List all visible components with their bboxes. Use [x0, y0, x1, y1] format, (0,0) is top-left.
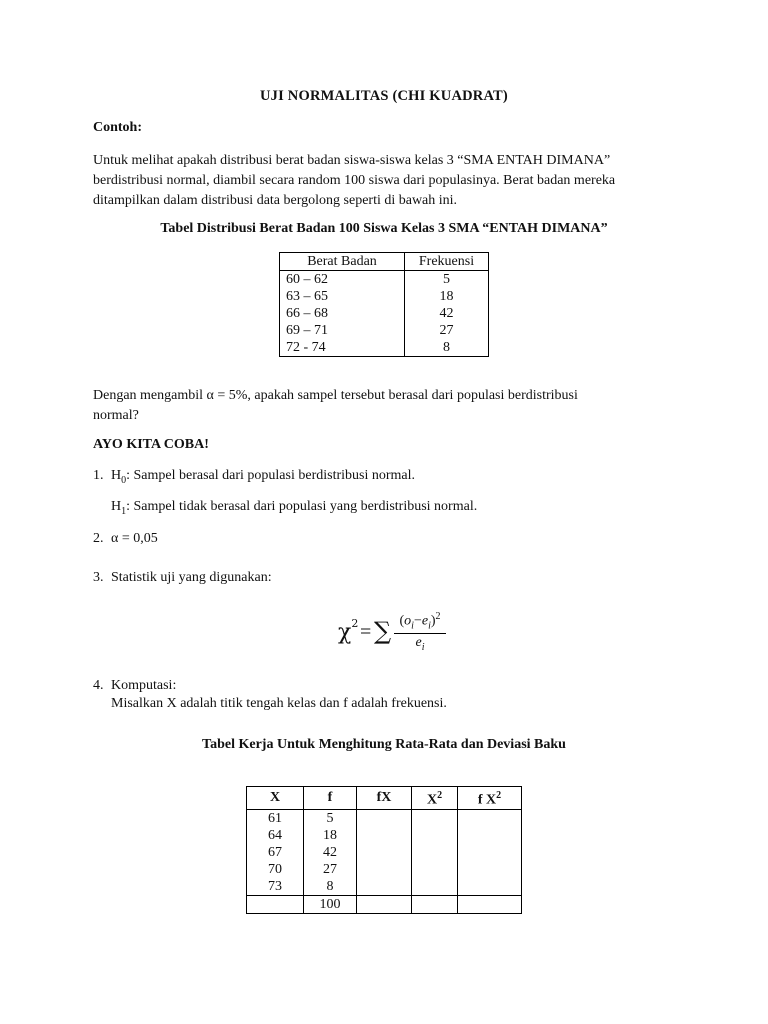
table-row	[280, 288, 489, 305]
table-cell: 18	[405, 288, 489, 305]
contoh-label: Contoh:	[93, 120, 143, 135]
table-cell	[458, 827, 522, 844]
intro-line: berdistribusi normal, diambil secara random 100 siswa dari populasinya. Berat badan mereka	[93, 173, 616, 188]
h0-subscript: 0	[121, 474, 127, 486]
h1-text: : Sampel tidak berasal dari populasi yang berdistribusi normal.	[126, 499, 478, 514]
formula-fraction	[394, 611, 446, 653]
question-paragraph	[93, 386, 683, 426]
table-cell: 42	[405, 305, 489, 322]
weight-distribution-table	[279, 252, 489, 357]
table-cell: 42	[304, 844, 357, 861]
table-row	[247, 809, 522, 827]
table-cell: 8	[304, 878, 357, 896]
h0-text: : Sampel berasal dari populasi berdistribusi normal.	[126, 468, 416, 483]
table-cell	[357, 895, 412, 913]
step-number: 4.	[93, 678, 104, 693]
table-cell: 18	[304, 827, 357, 844]
table-cell: 8	[405, 339, 489, 357]
table-row	[280, 322, 489, 339]
table-cell: 60 – 62	[280, 271, 405, 289]
column-header: Frekuensi	[405, 253, 489, 271]
intro-line: Untuk melihat apakah distribusi berat badan siswa-siswa kelas 3 “SMA ENTAH DIMANA”	[93, 153, 611, 168]
table-cell: 5	[304, 809, 357, 827]
table1-caption: Tabel Distribusi Berat Badan 100 Siswa Kelas 3 SMA “ENTAH DIMANA”	[160, 221, 608, 236]
table-cell	[458, 844, 522, 861]
table-cell	[357, 809, 412, 827]
table-cell: 5	[405, 271, 489, 289]
computation-label: Komputasi:	[111, 678, 177, 693]
table-cell	[458, 878, 522, 896]
formula-denominator: $e_i$	[415, 635, 425, 654]
table-row	[247, 844, 522, 861]
chi-square-formula	[338, 608, 468, 658]
step-number: 2.	[93, 531, 104, 546]
table-cell: 64	[247, 827, 304, 844]
alpha-value: α = 0,05	[111, 531, 158, 546]
computation-description: Misalkan X adalah titik tengah kelas dan f adalah frekuensi.	[111, 696, 447, 711]
h0-label: H	[111, 468, 122, 483]
table-cell: 69 – 71	[280, 322, 405, 339]
table-row	[280, 339, 489, 357]
table-cell	[412, 878, 458, 896]
table-header-row	[280, 253, 489, 271]
question-line: normal?	[93, 408, 139, 423]
h1-subscript: 1	[121, 505, 127, 517]
ayo-label: AYO KITA COBA!	[93, 437, 209, 452]
table-cell: 67	[247, 844, 304, 861]
table-cell: 73	[247, 878, 304, 896]
intro-line: ditampilkan dalam distribusi data bergolong seperti di bawah ini.	[93, 193, 458, 208]
table-cell: 61	[247, 809, 304, 827]
table-cell	[357, 861, 412, 878]
equals-sign: =	[360, 621, 372, 643]
table-row	[280, 271, 489, 289]
h1-label: H	[111, 499, 122, 514]
chi-symbol: $\chi^2$	[338, 616, 359, 645]
table-cell	[412, 827, 458, 844]
table-row	[247, 878, 522, 896]
column-header: fX	[357, 787, 412, 810]
table-cell	[357, 844, 412, 861]
test-statistic-label: Statistik uji yang digunakan:	[111, 570, 272, 585]
table-cell: 66 – 68	[280, 305, 405, 322]
table-cell	[412, 844, 458, 861]
step-number: 3.	[93, 570, 104, 585]
table-cell: 63 – 65	[280, 288, 405, 305]
table-cell	[247, 895, 304, 913]
table-cell	[412, 895, 458, 913]
total-row	[247, 895, 522, 913]
sigma-symbol: ∑	[374, 617, 392, 645]
table-cell	[458, 895, 522, 913]
column-header: Berat Badan	[280, 253, 405, 271]
column-header: X	[247, 787, 304, 810]
table-cell	[357, 878, 412, 896]
table-cell: 27	[304, 861, 357, 878]
table-cell	[357, 827, 412, 844]
table-row	[280, 305, 489, 322]
table-row	[247, 861, 522, 878]
column-header: $X^2$	[412, 787, 458, 810]
table2-caption: Tabel Kerja Untuk Menghitung Rata-Rata dan Deviasi Baku	[202, 737, 566, 752]
question-line: Dengan mengambil α = 5%, apakah sampel tersebut berasal dari populasi berdistribusi	[93, 388, 578, 403]
table-cell	[458, 809, 522, 827]
table-cell	[458, 861, 522, 878]
formula-numerator: $(o_i-e_i)^2$	[394, 611, 446, 634]
step-number: 1.	[93, 468, 104, 483]
intro-paragraph	[93, 151, 683, 211]
hypothesis-h0	[111, 468, 415, 486]
table-cell	[412, 809, 458, 827]
table-row	[247, 827, 522, 844]
column-header: f $X^2$	[458, 787, 522, 810]
table-cell: 27	[405, 322, 489, 339]
table-cell	[412, 861, 458, 878]
table-cell: 72 - 74	[280, 339, 405, 357]
total-frequency: 100	[304, 895, 357, 913]
worksheet-table	[246, 786, 522, 914]
table-cell: 70	[247, 861, 304, 878]
table-header-row	[247, 787, 522, 810]
hypothesis-h1	[111, 499, 477, 517]
column-header: f	[304, 787, 357, 810]
page-title: UJI NORMALITAS (CHI KUADRAT)	[260, 88, 508, 104]
